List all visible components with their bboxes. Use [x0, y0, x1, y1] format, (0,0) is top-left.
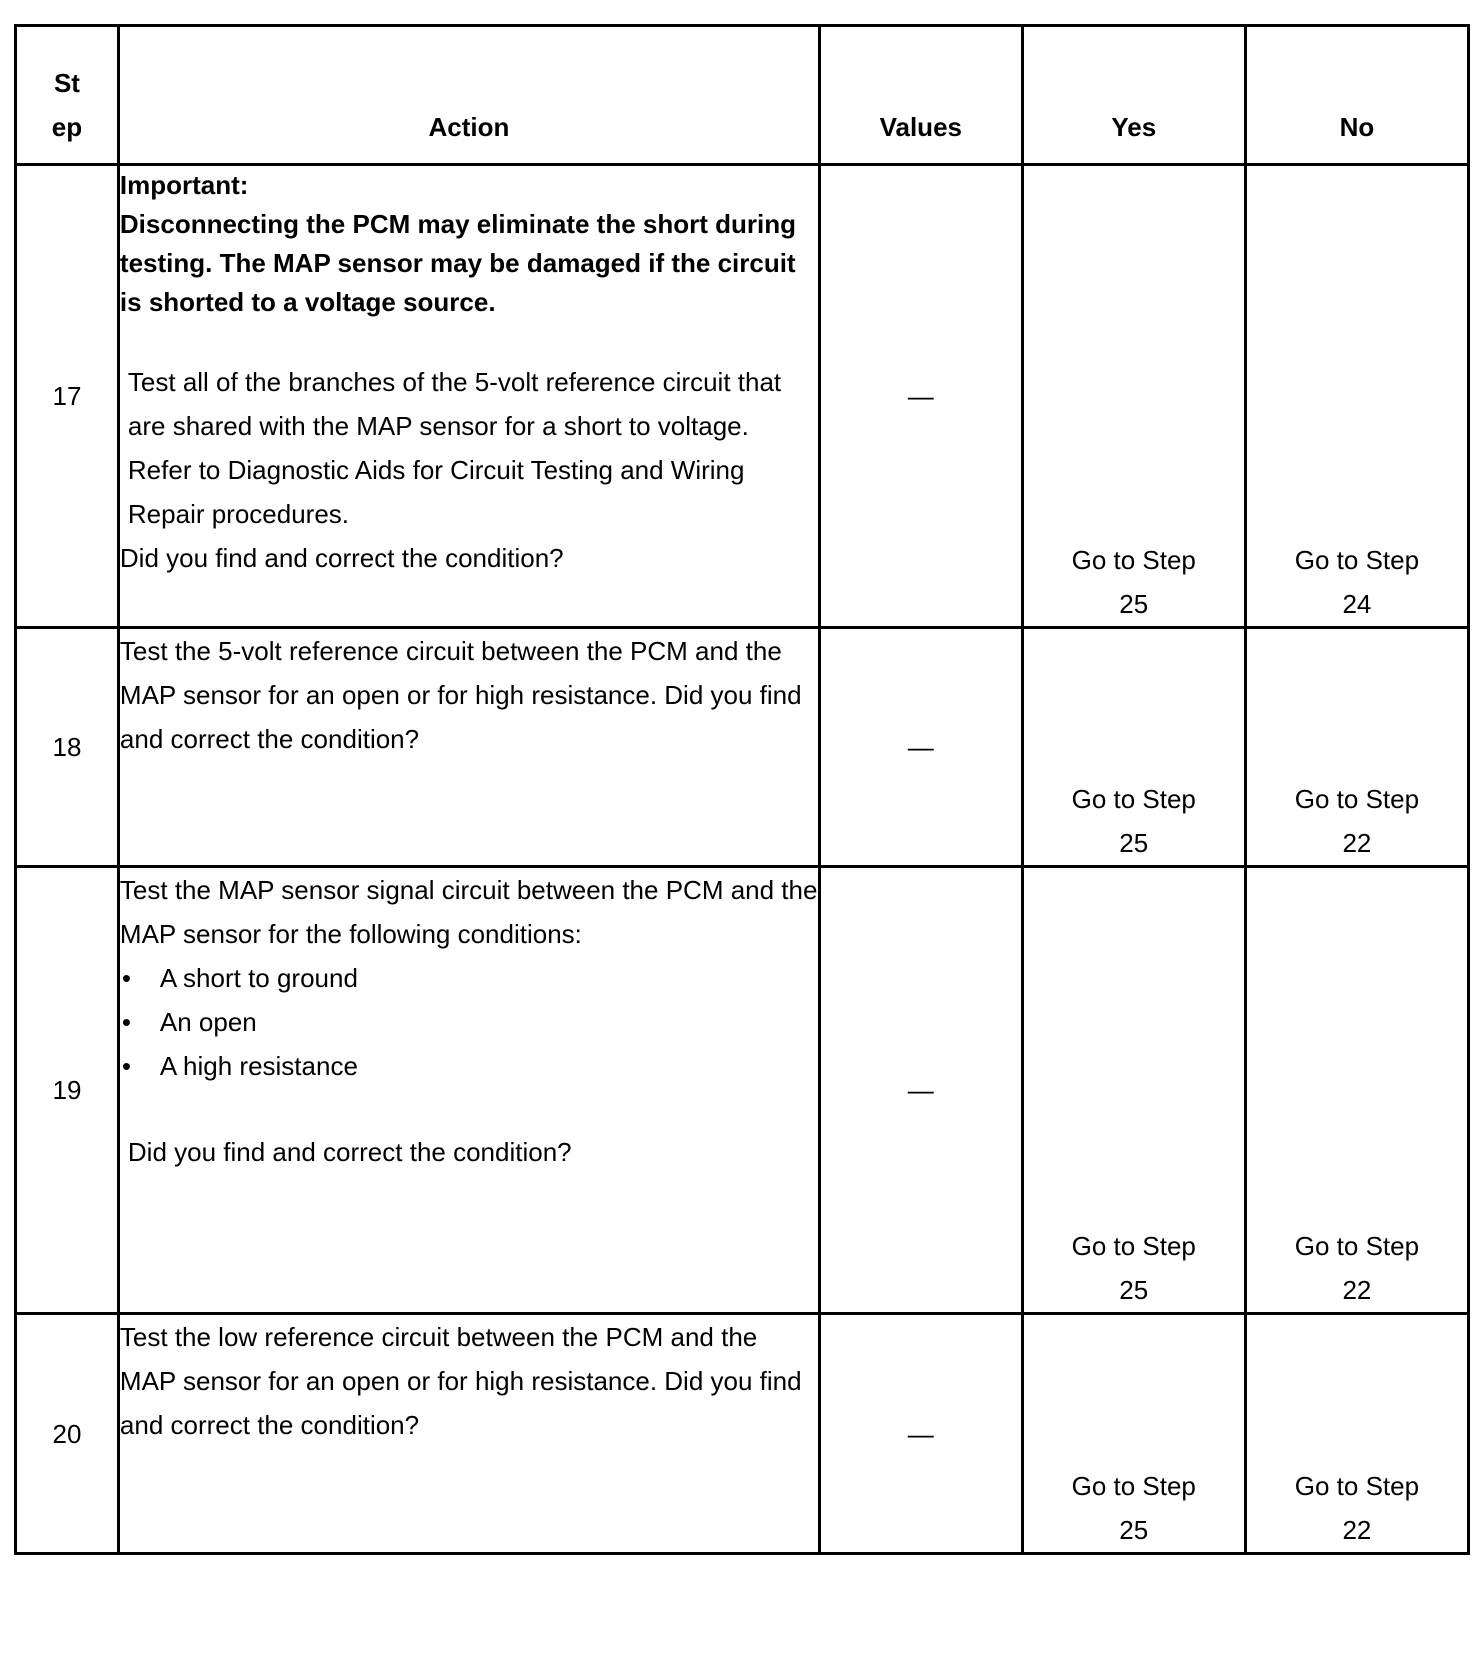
- list-item-text: An open: [159, 1007, 257, 1037]
- no-cell: [1245, 1314, 1468, 1554]
- column-header-yes: Yes: [1022, 26, 1245, 165]
- important-text: Disconnecting the PCM may eliminate the short during testing. The MAP sensor may be damaged if the circuit is shorted to a voltage source.: [119, 209, 796, 317]
- yes-label: Go to Step: [1071, 784, 1196, 814]
- yes-label: Go to Step: [1071, 1471, 1196, 1501]
- yes-step-link[interactable]: 25: [1119, 1275, 1149, 1305]
- action-text: Test the 5-volt reference circuit between the PCM and the MAP sensor for an open or for high resistance. Did you find and correct the condition?: [119, 636, 802, 754]
- action-cell: [118, 165, 819, 628]
- list-item-text: A short to ground: [159, 963, 358, 993]
- no-cell: [1245, 628, 1468, 867]
- bullet-icon: •: [121, 1051, 132, 1081]
- no-step-link[interactable]: 22: [1342, 828, 1372, 858]
- table-header-row: [16, 26, 1469, 165]
- list-item: [120, 1044, 818, 1088]
- action-cell: [118, 867, 819, 1314]
- table-row: [16, 628, 1469, 867]
- important-note: [120, 166, 818, 322]
- no-label: Go to Step: [1294, 1231, 1420, 1261]
- values-cell: —: [819, 1314, 1022, 1554]
- column-header-values: Values: [819, 26, 1022, 165]
- bullet-icon: •: [121, 963, 132, 993]
- spacer: [120, 1088, 818, 1130]
- action-text: Test the MAP sensor signal circuit between the PCM and the MAP sensor for the following conditions:: [119, 875, 818, 949]
- no-step-link[interactable]: 24: [1342, 589, 1372, 619]
- important-title: Important:: [119, 170, 249, 200]
- yes-label: Go to Step: [1071, 545, 1196, 575]
- table-row: [16, 165, 1469, 628]
- condition-list: [120, 956, 818, 1088]
- action-cell: [118, 628, 819, 867]
- step-number: 19: [16, 867, 119, 1314]
- no-cell: [1245, 867, 1468, 1314]
- action-question: Did you find and correct the condition?: [127, 1137, 572, 1167]
- column-header-step: [16, 26, 119, 165]
- step-number: 18: [16, 628, 119, 867]
- action-cell: [118, 1314, 819, 1554]
- step-header-line2: ep: [51, 112, 83, 142]
- column-header-action: Action: [118, 26, 819, 165]
- no-label: Go to Step: [1294, 784, 1420, 814]
- action-text: Test the low reference circuit between the PCM and the MAP sensor for an open or for high resistance. Did you find and correct the condition?: [119, 1322, 802, 1440]
- column-header-no: No: [1245, 26, 1468, 165]
- no-label: Go to Step: [1294, 545, 1420, 575]
- list-item-text: A high resistance: [159, 1051, 358, 1081]
- bullet-icon: •: [121, 1007, 132, 1037]
- no-cell: [1245, 165, 1468, 628]
- action-question: Did you find and correct the condition?: [119, 543, 564, 573]
- table-row: [16, 1314, 1469, 1554]
- yes-step-link[interactable]: 25: [1119, 589, 1149, 619]
- yes-cell: [1022, 165, 1245, 628]
- yes-label: Go to Step: [1071, 1231, 1196, 1261]
- diagnostic-table-container: [14, 24, 1470, 1555]
- yes-step-link[interactable]: 25: [1119, 828, 1149, 858]
- values-cell: —: [819, 165, 1022, 628]
- yes-step-link[interactable]: 25: [1119, 1515, 1149, 1545]
- step-number: 20: [16, 1314, 119, 1554]
- table-row: [16, 867, 1469, 1314]
- list-item: [120, 956, 818, 1000]
- action-text: Test all of the branches of the 5-volt reference circuit that are shared with the MAP sensor for a short to voltage. Refer to Diagnostic Aids for Circuit Testing and Wiring Repair procedures.: [127, 367, 782, 529]
- yes-cell: [1022, 1314, 1245, 1554]
- yes-cell: [1022, 867, 1245, 1314]
- yes-cell: [1022, 628, 1245, 867]
- no-step-link[interactable]: 22: [1342, 1515, 1372, 1545]
- step-number: 17: [16, 165, 119, 628]
- no-label: Go to Step: [1294, 1471, 1420, 1501]
- no-step-link[interactable]: 22: [1342, 1275, 1372, 1305]
- values-cell: —: [819, 867, 1022, 1314]
- diagnostic-steps-table: [14, 24, 1470, 1555]
- list-item: [120, 1000, 818, 1044]
- values-cell: —: [819, 628, 1022, 867]
- step-header-line1: St: [53, 68, 80, 98]
